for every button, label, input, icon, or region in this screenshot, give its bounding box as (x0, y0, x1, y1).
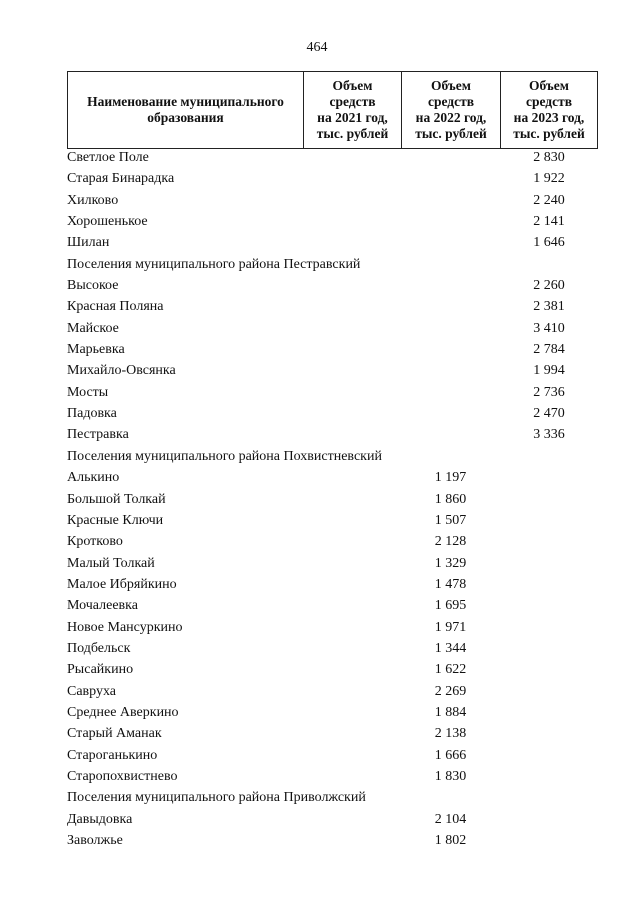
row-name: Падовка (67, 406, 117, 422)
table-row (0, 360, 634, 381)
table-body (0, 147, 634, 851)
table-row (0, 510, 634, 531)
table-row (0, 659, 634, 680)
row-name: Хилково (67, 192, 119, 208)
table-row (0, 296, 634, 317)
row-name: Пестравка (67, 427, 129, 443)
row-name: Майское (67, 320, 119, 336)
row-value-2023: 2 141 (533, 214, 565, 230)
table-row (0, 467, 634, 488)
row-name: Хорошенькое (67, 214, 148, 230)
header-volume-2022: Объем средств на 2022 год, тыс. рублей (402, 72, 501, 148)
header-municipality-name: Наименование муниципального образования (68, 72, 304, 148)
row-value-2022: 1 830 (434, 768, 467, 784)
table-row (0, 809, 634, 830)
row-value-2022: 1 344 (434, 640, 467, 656)
row-name: Савруха (67, 683, 117, 699)
table-row (0, 339, 634, 360)
row-name: Старая Бинарадка (67, 171, 175, 187)
row-name: Михайло-Овсянка (67, 363, 176, 379)
row-name: Подбельск (67, 640, 131, 656)
row-name: Новое Мансуркино (67, 619, 183, 635)
row-name: Старый Аманак (67, 726, 162, 742)
table-row (0, 531, 634, 552)
table-row (0, 723, 634, 744)
row-value-2023: 2 260 (533, 278, 565, 294)
row-name: Старопохвистнево (67, 768, 178, 784)
row-name: Светлое Поле (67, 150, 149, 165)
row-name: Поселения муниципального района Похвистневский (67, 448, 382, 464)
table-row (0, 617, 634, 638)
header-volume-2023: Объем средств на 2023 год, тыс. рублей (513, 78, 585, 141)
row-name: Марьевка (67, 342, 125, 358)
row-name: Красная Поляна (67, 299, 164, 315)
table-row (0, 168, 634, 189)
row-name: Малое Ибряйкино (67, 576, 177, 592)
row-name: Мосты (67, 384, 109, 400)
table-row (0, 403, 634, 424)
row-value-2023: 2 784 (533, 342, 565, 358)
table-row (0, 318, 634, 339)
header-volume-2021: Объем средств на 2021 год, тыс. рублей (304, 72, 402, 148)
page-number: 464 (306, 40, 328, 55)
row-value-2022: 1 666 (434, 747, 467, 763)
row-value-2022: 1 329 (434, 555, 467, 571)
row-value-2023: 1 646 (533, 235, 565, 251)
row-value-2023: 2 381 (533, 299, 565, 315)
row-value-2022: 2 138 (434, 726, 467, 742)
row-value-2023: 1 922 (533, 171, 565, 187)
table-row (0, 745, 634, 766)
table-row (0, 702, 634, 723)
row-value-2022: 1 695 (434, 598, 467, 614)
row-name: Алькино (67, 470, 120, 486)
table-row (0, 787, 634, 808)
row-value-2023: 2 736 (533, 384, 565, 400)
row-name: Высокое (67, 278, 119, 294)
table-row (0, 424, 634, 445)
row-value-2022: 1 197 (434, 470, 467, 486)
row-name: Староганькино (67, 747, 158, 763)
row-value-2023: 2 240 (533, 192, 565, 208)
row-value-2022: 2 269 (434, 683, 467, 699)
row-value-2022: 1 802 (434, 833, 467, 848)
row-name: Рысайкино (67, 662, 134, 678)
table-row (0, 232, 634, 253)
table-row (0, 681, 634, 702)
table-row (0, 275, 634, 296)
row-value-2022: 1 507 (434, 512, 467, 528)
table-row (0, 553, 634, 574)
row-value-2023: 2 830 (533, 150, 565, 165)
row-name: Поселения муниципального района Пестравский (67, 256, 361, 272)
row-value-2023: 3 336 (533, 427, 565, 443)
row-name: Мочалеевка (67, 598, 138, 614)
row-name: Заволжье (67, 833, 123, 848)
row-value-2022: 1 478 (434, 576, 467, 592)
row-value-2023: 1 994 (533, 363, 565, 379)
row-value-2022: 2 104 (434, 811, 467, 827)
table-row (0, 211, 634, 232)
table-row (0, 638, 634, 659)
row-name: Малый Толкай (67, 555, 155, 571)
row-name: Красные Ключи (67, 512, 164, 528)
table-row (0, 190, 634, 211)
row-value-2022: 1 971 (434, 619, 467, 635)
table-row (0, 595, 634, 616)
row-name: Поселения муниципального района Приволжский (67, 790, 366, 806)
row-name: Среднее Аверкино (67, 704, 179, 720)
row-name: Давыдовка (67, 811, 133, 827)
row-value-2022: 1 884 (434, 704, 467, 720)
table-row (0, 382, 634, 403)
table-header (67, 71, 598, 149)
row-value-2023: 3 410 (533, 320, 565, 336)
row-name: Большой Толкай (67, 491, 166, 507)
row-name: Шилан (67, 235, 110, 251)
table-row (0, 574, 634, 595)
table-row (0, 446, 634, 467)
row-value-2022: 2 128 (434, 534, 467, 550)
table-row (0, 147, 634, 168)
row-name: Кротково (67, 534, 123, 550)
row-value-2022: 1 622 (434, 662, 467, 678)
row-value-2023: 2 470 (533, 406, 565, 422)
table-row (0, 766, 634, 787)
row-value-2022: 1 860 (434, 491, 467, 507)
table-row (0, 489, 634, 510)
table-row (0, 830, 634, 851)
table-row (0, 254, 634, 275)
